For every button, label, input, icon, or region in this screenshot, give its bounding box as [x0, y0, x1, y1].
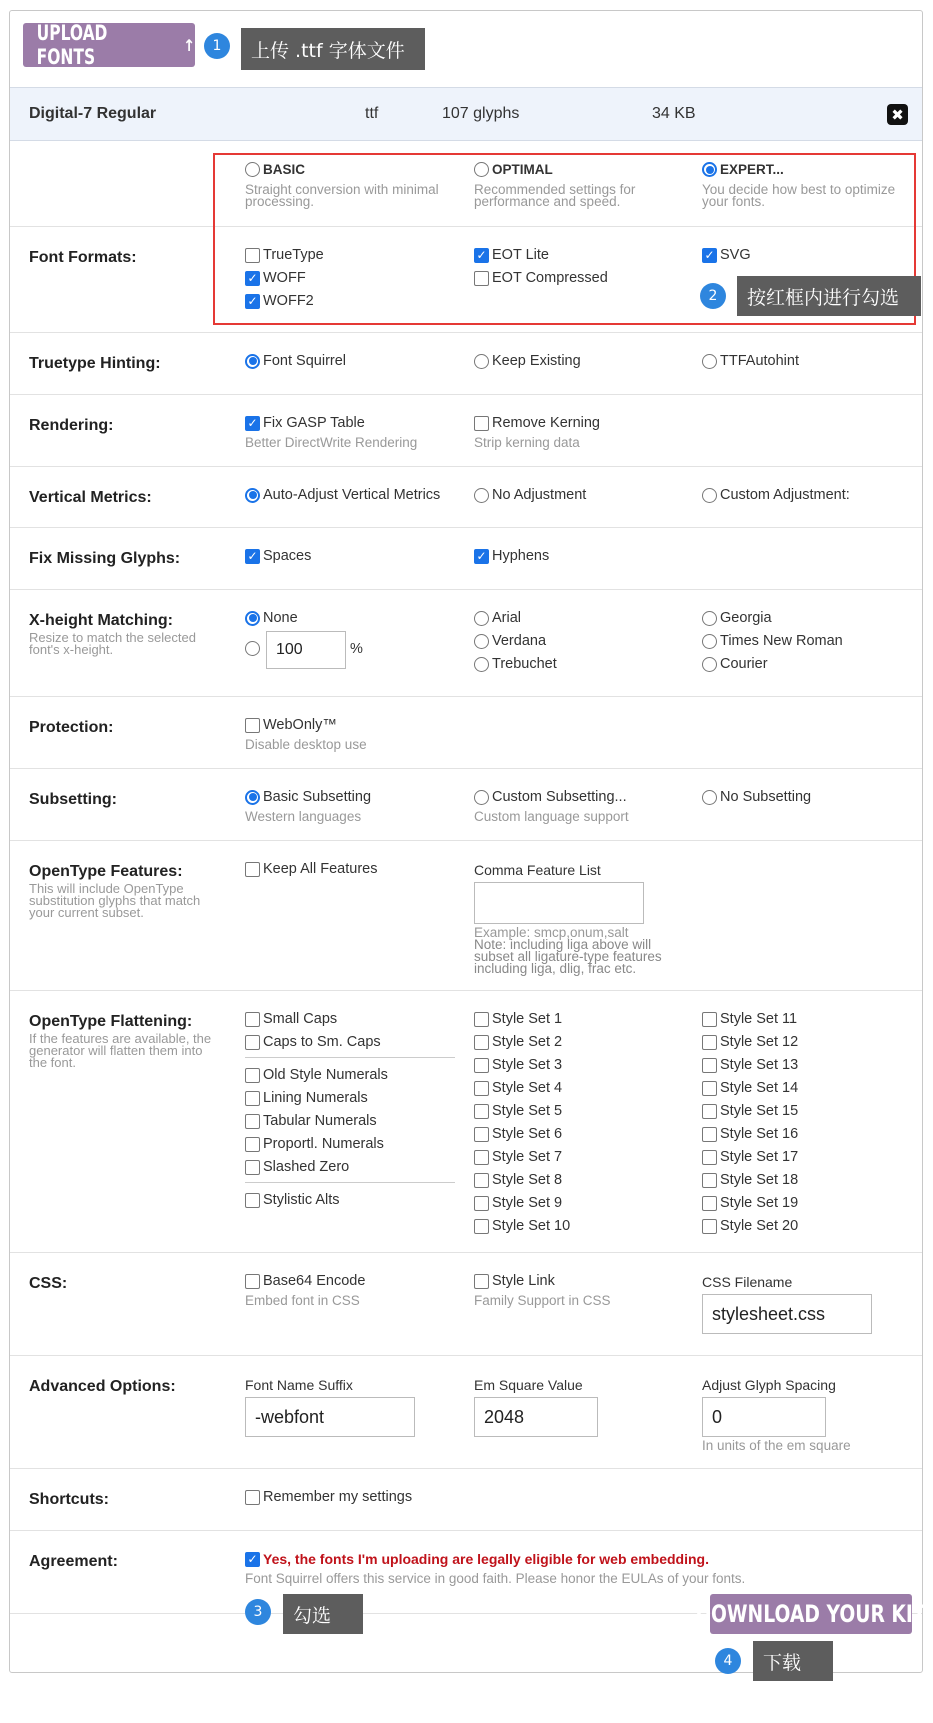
opentype-flattening-label: OpenType Flattening: [29, 1013, 193, 1030]
font-suffix-input[interactable]: -webfont [245, 1397, 415, 1437]
glyph-spacing-input[interactable]: 0 [702, 1397, 826, 1437]
subset-basic-desc: Western languages [245, 809, 362, 824]
subset-custom-desc: Custom language support [474, 809, 629, 824]
base64-desc: Embed font in CSS [245, 1293, 360, 1308]
agreement-label: Agreement: [29, 1553, 118, 1570]
format-svg-checkbox[interactable]: ✓ SVG [702, 247, 751, 263]
annotation-badge-2: 2 [700, 283, 726, 309]
fix-gasp-checkbox[interactable]: ✓ Fix GASP Table [245, 415, 365, 431]
remove-file-icon[interactable]: ✖ [887, 104, 908, 125]
upload-fonts-button[interactable] [23, 23, 195, 67]
file-glyphs: 107 glyphs [442, 105, 520, 122]
font-formats-label: Font Formats: [29, 249, 137, 266]
xheight-courier-radio[interactable]: Courier [702, 656, 768, 672]
keep-all-features-checkbox[interactable]: Keep All Features [245, 861, 377, 877]
flatten-divider-1 [245, 1057, 455, 1058]
style-set-checkbox[interactable]: Style Set 19 [702, 1195, 798, 1211]
hinting-ttfautohint-radio[interactable]: TTFAutohint [702, 353, 799, 369]
style-set-checkbox[interactable]: Style Set 1 [474, 1011, 562, 1027]
xheight-label: X-height Matching: [29, 612, 173, 629]
webonly-desc: Disable desktop use [245, 737, 367, 752]
protection-row [10, 697, 922, 769]
missing-glyphs-label: Fix Missing Glyphs: [29, 550, 181, 567]
file-name: Digital-7 Regular [29, 105, 157, 122]
xheight-percent-sign: % [350, 641, 363, 657]
style-set-checkbox[interactable]: Style Set 12 [702, 1034, 798, 1050]
shortcuts-row [10, 1469, 922, 1531]
glyphs-spaces-checkbox[interactable]: ✓ Spaces [245, 548, 311, 564]
annotation-tip-3: 勾选 [283, 1594, 363, 1634]
hinting-keep-existing-radio[interactable]: Keep Existing [474, 353, 581, 369]
agreement-desc: Font Squirrel offers this service in good faith. Please honor the EULAs of your fonts. [245, 1571, 746, 1586]
mode-optimal-desc: Recommended settings for performance and speed. [474, 182, 636, 209]
font-suffix-label: Font Name Suffix [245, 1377, 353, 1393]
xheight-percent-radio[interactable] [245, 641, 263, 656]
format-woff-checkbox[interactable]: ✓ WOFF [245, 270, 306, 286]
style-set-checkbox[interactable]: Style Set 6 [474, 1126, 562, 1142]
format-truetype-checkbox[interactable]: TrueType [245, 247, 324, 263]
advanced-options-row [10, 1356, 922, 1469]
xheight-georgia-radio[interactable]: Georgia [702, 610, 772, 626]
annotation-badge-4: 4 [715, 1648, 741, 1674]
opentype-features-row [10, 841, 922, 991]
vertical-metrics-label: Vertical Metrics: [29, 489, 152, 506]
style-set-checkbox[interactable]: Style Set 9 [474, 1195, 562, 1211]
shortcuts-label: Shortcuts: [29, 1491, 109, 1508]
opentype-flattening-row [10, 991, 922, 1253]
style-set-checkbox[interactable]: Style Set 3 [474, 1057, 562, 1073]
css-label: CSS: [29, 1275, 68, 1292]
missing-glyphs-row [10, 528, 922, 590]
hinting-row [10, 333, 922, 395]
style-link-desc: Family Support in CSS [474, 1293, 611, 1308]
subset-basic-radio[interactable]: Basic Subsetting [245, 789, 371, 805]
xheight-times-radio[interactable]: Times New Roman [702, 633, 843, 649]
glyphs-hyphens-checkbox[interactable]: ✓ Hyphens [474, 548, 549, 564]
flatten-oldstyle-checkbox[interactable]: Old Style Numerals [245, 1067, 388, 1083]
glyph-spacing-label: Adjust Glyph Spacing [702, 1377, 836, 1393]
style-set-checkbox[interactable]: Style Set 2 [474, 1034, 562, 1050]
feature-list-example: Example: smcp,onum,salt [474, 925, 629, 940]
hinting-font-squirrel-radio[interactable]: Font Squirrel [245, 353, 346, 369]
style-set-checkbox[interactable]: Style Set 18 [702, 1172, 798, 1188]
style-set-checkbox[interactable]: Style Set 15 [702, 1103, 798, 1119]
flatten-small-caps-checkbox[interactable]: Small Caps [245, 1011, 337, 1027]
style-set-checkbox[interactable]: Style Set 8 [474, 1172, 562, 1188]
vertical-metrics-row [10, 467, 922, 528]
webonly-checkbox[interactable]: WebOnly™ [245, 717, 337, 733]
feature-list-note: Note: including liga above will subset all ligature-type features including liga, dlig, frac etc. [474, 937, 662, 976]
flatten-lining-checkbox[interactable]: Lining Numerals [245, 1090, 368, 1106]
style-set-checkbox[interactable]: Style Set 20 [702, 1218, 798, 1234]
advanced-options-label: Advanced Options: [29, 1378, 176, 1395]
flatten-tabular-checkbox[interactable]: Tabular Numerals [245, 1113, 377, 1129]
annotation-badge-1: 1 [204, 33, 230, 59]
subsetting-row [10, 769, 922, 841]
style-set-checkbox[interactable]: Style Set 13 [702, 1057, 798, 1073]
mode-optimal-radio[interactable]: OPTIMAL [474, 162, 553, 177]
upload-arrow-icon: ↑ [182, 35, 195, 55]
style-set-checkbox[interactable]: Style Set 14 [702, 1080, 798, 1096]
agreement-checkbox[interactable]: ✓ Yes, the fonts I'm uploading are legally eligible for web embedding. [245, 1551, 709, 1567]
style-set-checkbox[interactable]: Style Set 16 [702, 1126, 798, 1142]
xheight-arial-radio[interactable]: Arial [474, 610, 521, 626]
subset-none-radio[interactable]: No Subsetting [702, 789, 811, 805]
style-link-checkbox[interactable]: Style Link [474, 1273, 555, 1289]
xheight-trebuchet-radio[interactable]: Trebuchet [474, 656, 557, 672]
mode-basic-desc: Straight conversion with minimal processing. [245, 182, 439, 209]
download-kit-label: DOWNLOAD YOUR KIT [695, 1600, 927, 1628]
style-set-checkbox[interactable]: Style Set 7 [474, 1149, 562, 1165]
style-set-checkbox[interactable]: Style Set 10 [474, 1218, 570, 1234]
opentype-flattening-desc: If the features are available, the generator will flatten them into the font. [29, 1031, 212, 1070]
opentype-features-desc: This will include OpenType substitution glyphs that match your current subset. [29, 881, 201, 920]
opentype-features-label: OpenType Features: [29, 863, 183, 880]
annotation-tip-2: 按红框内进行勾选 [737, 276, 921, 316]
subsetting-label: Subsetting: [29, 791, 117, 808]
em-square-label: Em Square Value [474, 1377, 583, 1393]
flatten-caps-to-small-checkbox[interactable]: Caps to Sm. Caps [245, 1034, 381, 1050]
upload-label: UPLOAD FONTS [36, 21, 108, 69]
vmetrics-custom-radio[interactable]: Custom Adjustment: [702, 487, 850, 503]
vmetrics-auto-radio[interactable]: Auto-Adjust Vertical Metrics [245, 487, 440, 503]
annotation-tip-4: 下载 [753, 1641, 833, 1681]
glyph-spacing-desc: In units of the em square [702, 1438, 851, 1453]
protection-label: Protection: [29, 719, 114, 736]
css-filename-label: CSS Filename [702, 1274, 793, 1290]
xheight-none-radio[interactable]: None [245, 610, 298, 626]
style-set-checkbox[interactable]: Style Set 11 [702, 1011, 797, 1027]
annotation-badge-3: 3 [245, 1599, 271, 1625]
remember-settings-checkbox[interactable]: Remember my settings [245, 1489, 412, 1505]
feature-list-label: Comma Feature List [474, 862, 601, 878]
feature-list-input[interactable] [474, 882, 644, 924]
file-size: 34 KB [652, 105, 696, 122]
style-set-checkbox[interactable]: Style Set 4 [474, 1080, 562, 1096]
flatten-proportional-checkbox[interactable]: Proportl. Numerals [245, 1136, 384, 1152]
remove-kerning-desc: Strip kerning data [474, 435, 580, 450]
vmetrics-none-radio[interactable]: No Adjustment [474, 487, 586, 503]
format-eot-lite-checkbox[interactable]: ✓ EOT Lite [474, 247, 549, 263]
css-row [10, 1253, 922, 1356]
flatten-slashed-zero-checkbox[interactable]: Slashed Zero [245, 1159, 349, 1175]
style-set-checkbox[interactable]: Style Set 5 [474, 1103, 562, 1119]
xheight-percent-input[interactable]: 100 [266, 631, 346, 669]
style-set-checkbox[interactable]: Style Set 17 [702, 1149, 798, 1165]
em-square-input[interactable]: 2048 [474, 1397, 598, 1437]
xheight-verdana-radio[interactable]: Verdana [474, 633, 546, 649]
fix-gasp-desc: Better DirectWrite Rendering [245, 435, 418, 450]
base64-checkbox[interactable]: Base64 Encode [245, 1273, 365, 1289]
mode-expert-desc: You decide how best to optimize your fonts. [702, 182, 896, 209]
download-kit-button[interactable] [695, 1594, 927, 1634]
remove-kerning-checkbox[interactable]: Remove Kerning [474, 415, 600, 431]
xheight-desc: Resize to match the selected font's x-height. [29, 630, 196, 657]
flatten-divider-2 [245, 1182, 455, 1183]
mode-expert-radio[interactable]: EXPERT... [702, 162, 784, 177]
subset-custom-radio[interactable]: Custom Subsetting... [474, 789, 627, 805]
rendering-row [10, 395, 922, 467]
flatten-stylistic-alts-checkbox[interactable]: Stylistic Alts [245, 1192, 340, 1208]
file-type: ttf [365, 105, 379, 122]
annotation-tip-1: 上传 .ttf 字体文件 [241, 28, 425, 70]
mode-basic-radio[interactable]: BASIC [245, 162, 305, 177]
format-woff2-checkbox[interactable]: ✓ WOFF2 [245, 293, 314, 309]
hinting-label: Truetype Hinting: [29, 355, 161, 372]
css-filename-input[interactable]: stylesheet.css [702, 1294, 872, 1334]
uploaded-file-row [10, 87, 922, 141]
rendering-label: Rendering: [29, 417, 114, 434]
format-eot-compressed-checkbox[interactable]: EOT Compressed [474, 270, 608, 286]
xheight-row [10, 590, 922, 697]
